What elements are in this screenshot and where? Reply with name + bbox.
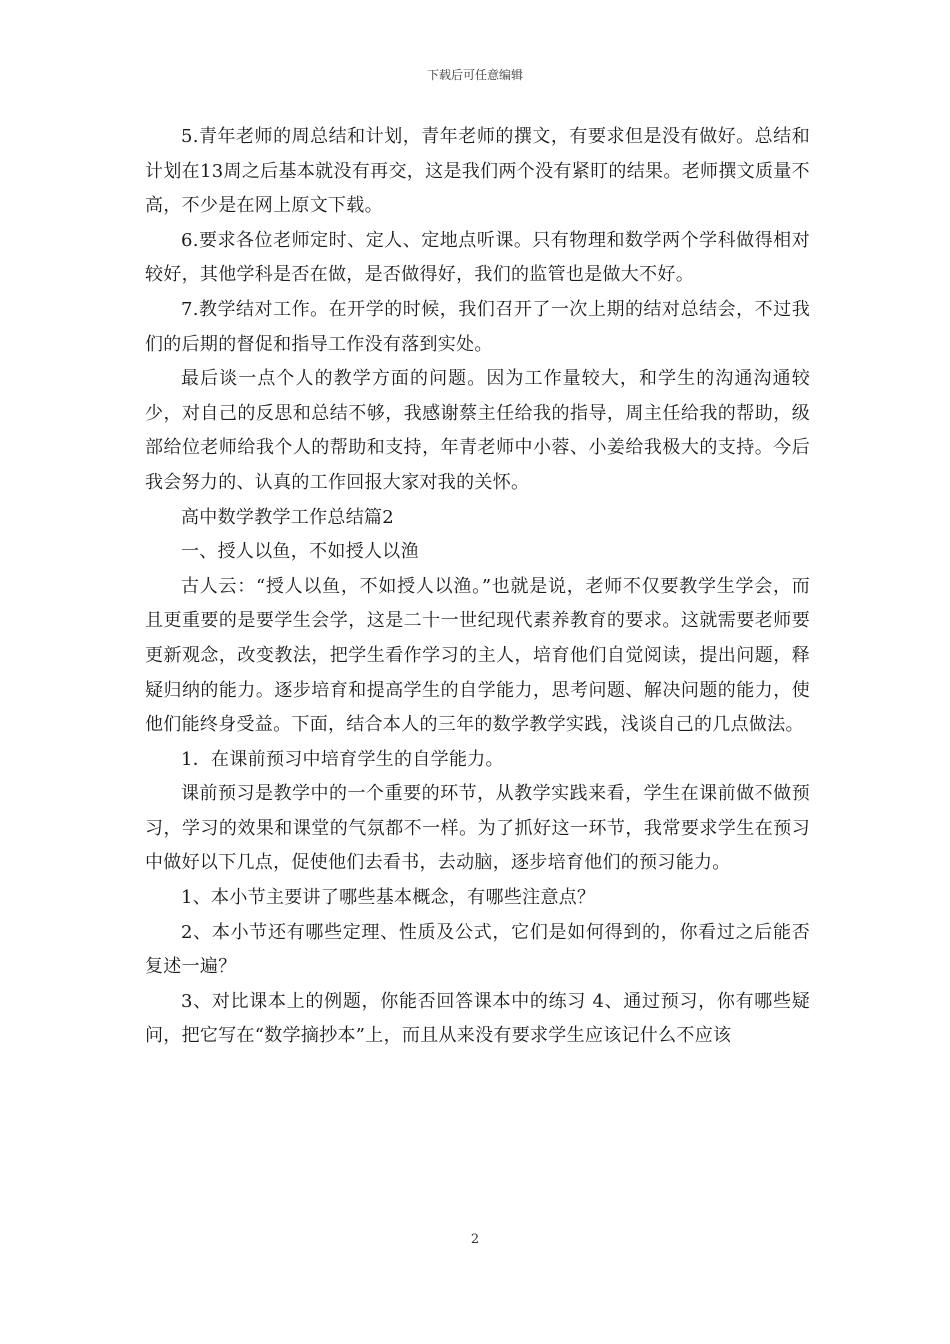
paragraph-intro: 古人云：“授人以鱼，不如授人以渔。”也就是说，老师不仅要教学生学会，而且更重要的是要学生会学，这是二十一世纪现代素养教育的要求。这就需要老师要更新观念，改变教法，把学生看作学习的主人，培育他们自觉阅读，提出问题，释疑归纳的能力。逐步培育和提高学生的自学能力，思考问题、解决问题的能力，使他们能终身受益。下面，结合本人的三年的数学教学实践，浅谈自己的几点做法。 bbox=[145, 575, 810, 736]
paragraph-item-5: 5.青年老师的周总结和计划，青年老师的撰文，有要求但是没有做好。总结和计划在13周之后基本就没有再交，这是我们两个没有紧盯的结果。老师撰文质量不高，不少是在网上原文下载。 bbox=[145, 126, 810, 217]
page-header: 下载后可任意编辑 bbox=[426, 68, 523, 82]
paragraph-item-6: 6.要求各位老师定时、定人、定地点听课。只有物理和数学两个学科做得相对较好，其他学科是否在做，是否做得好，我们的监管也是做大不好。 bbox=[145, 229, 810, 286]
list-item-1: 1、本小节主要讲了哪些基本概念，有哪些注意点？ bbox=[181, 887, 596, 909]
page-number: 2 bbox=[470, 1232, 480, 1247]
section-title: 高中数学教学工作总结篇2 bbox=[181, 506, 395, 528]
paragraph-item-7: 7.教学结对工作。在开学的时候，我们召开了一次上期的结对总结会，不过我们的后期的督促和指导工作没有落到实处。 bbox=[145, 298, 810, 355]
point-heading-1: 1．在课前预习中培育学生的自学能力。 bbox=[181, 748, 504, 770]
list-item-3: 3、对比课本上的例题，你能否回答课本中的练习 4、通过预习，你有哪些疑问，把它写在“数学摘抄本”上，而且从来没有要求学生应该记什么不应该 bbox=[145, 990, 810, 1047]
paragraph-preview: 课前预习是教学中的一个重要的环节，从教学实践来看，学生在课前做不做预习，学习的效果和课堂的气氛都不一样。为了抓好这一环节，我常要求学生在预习中做好以下几点，促使他们去看书，去动脑，逐步培育他们的预习能力。 bbox=[145, 783, 810, 874]
document-body bbox=[145, 120, 810, 1054]
list-item-2: 2、本小节还有哪些定理、性质及公式，它们是如何得到的，你看过之后能否复述一遍？ bbox=[145, 921, 810, 978]
subsection-heading: 一、授人以鱼，不如授人以渔 bbox=[181, 541, 419, 563]
paragraph-personal-reflection: 最后谈一点个人的教学方面的问题。因为工作量较大，和学生的沟通沟通较少，对自己的反思和总结不够，我感谢蔡主任给我的指导，周主任给我的帮助，级部给位老师给我个人的帮助和支持，年青老师中小蓉、小姜给我极大的支持。今后我会努力的、认真的工作回报大家对我的关怀。 bbox=[145, 368, 810, 493]
